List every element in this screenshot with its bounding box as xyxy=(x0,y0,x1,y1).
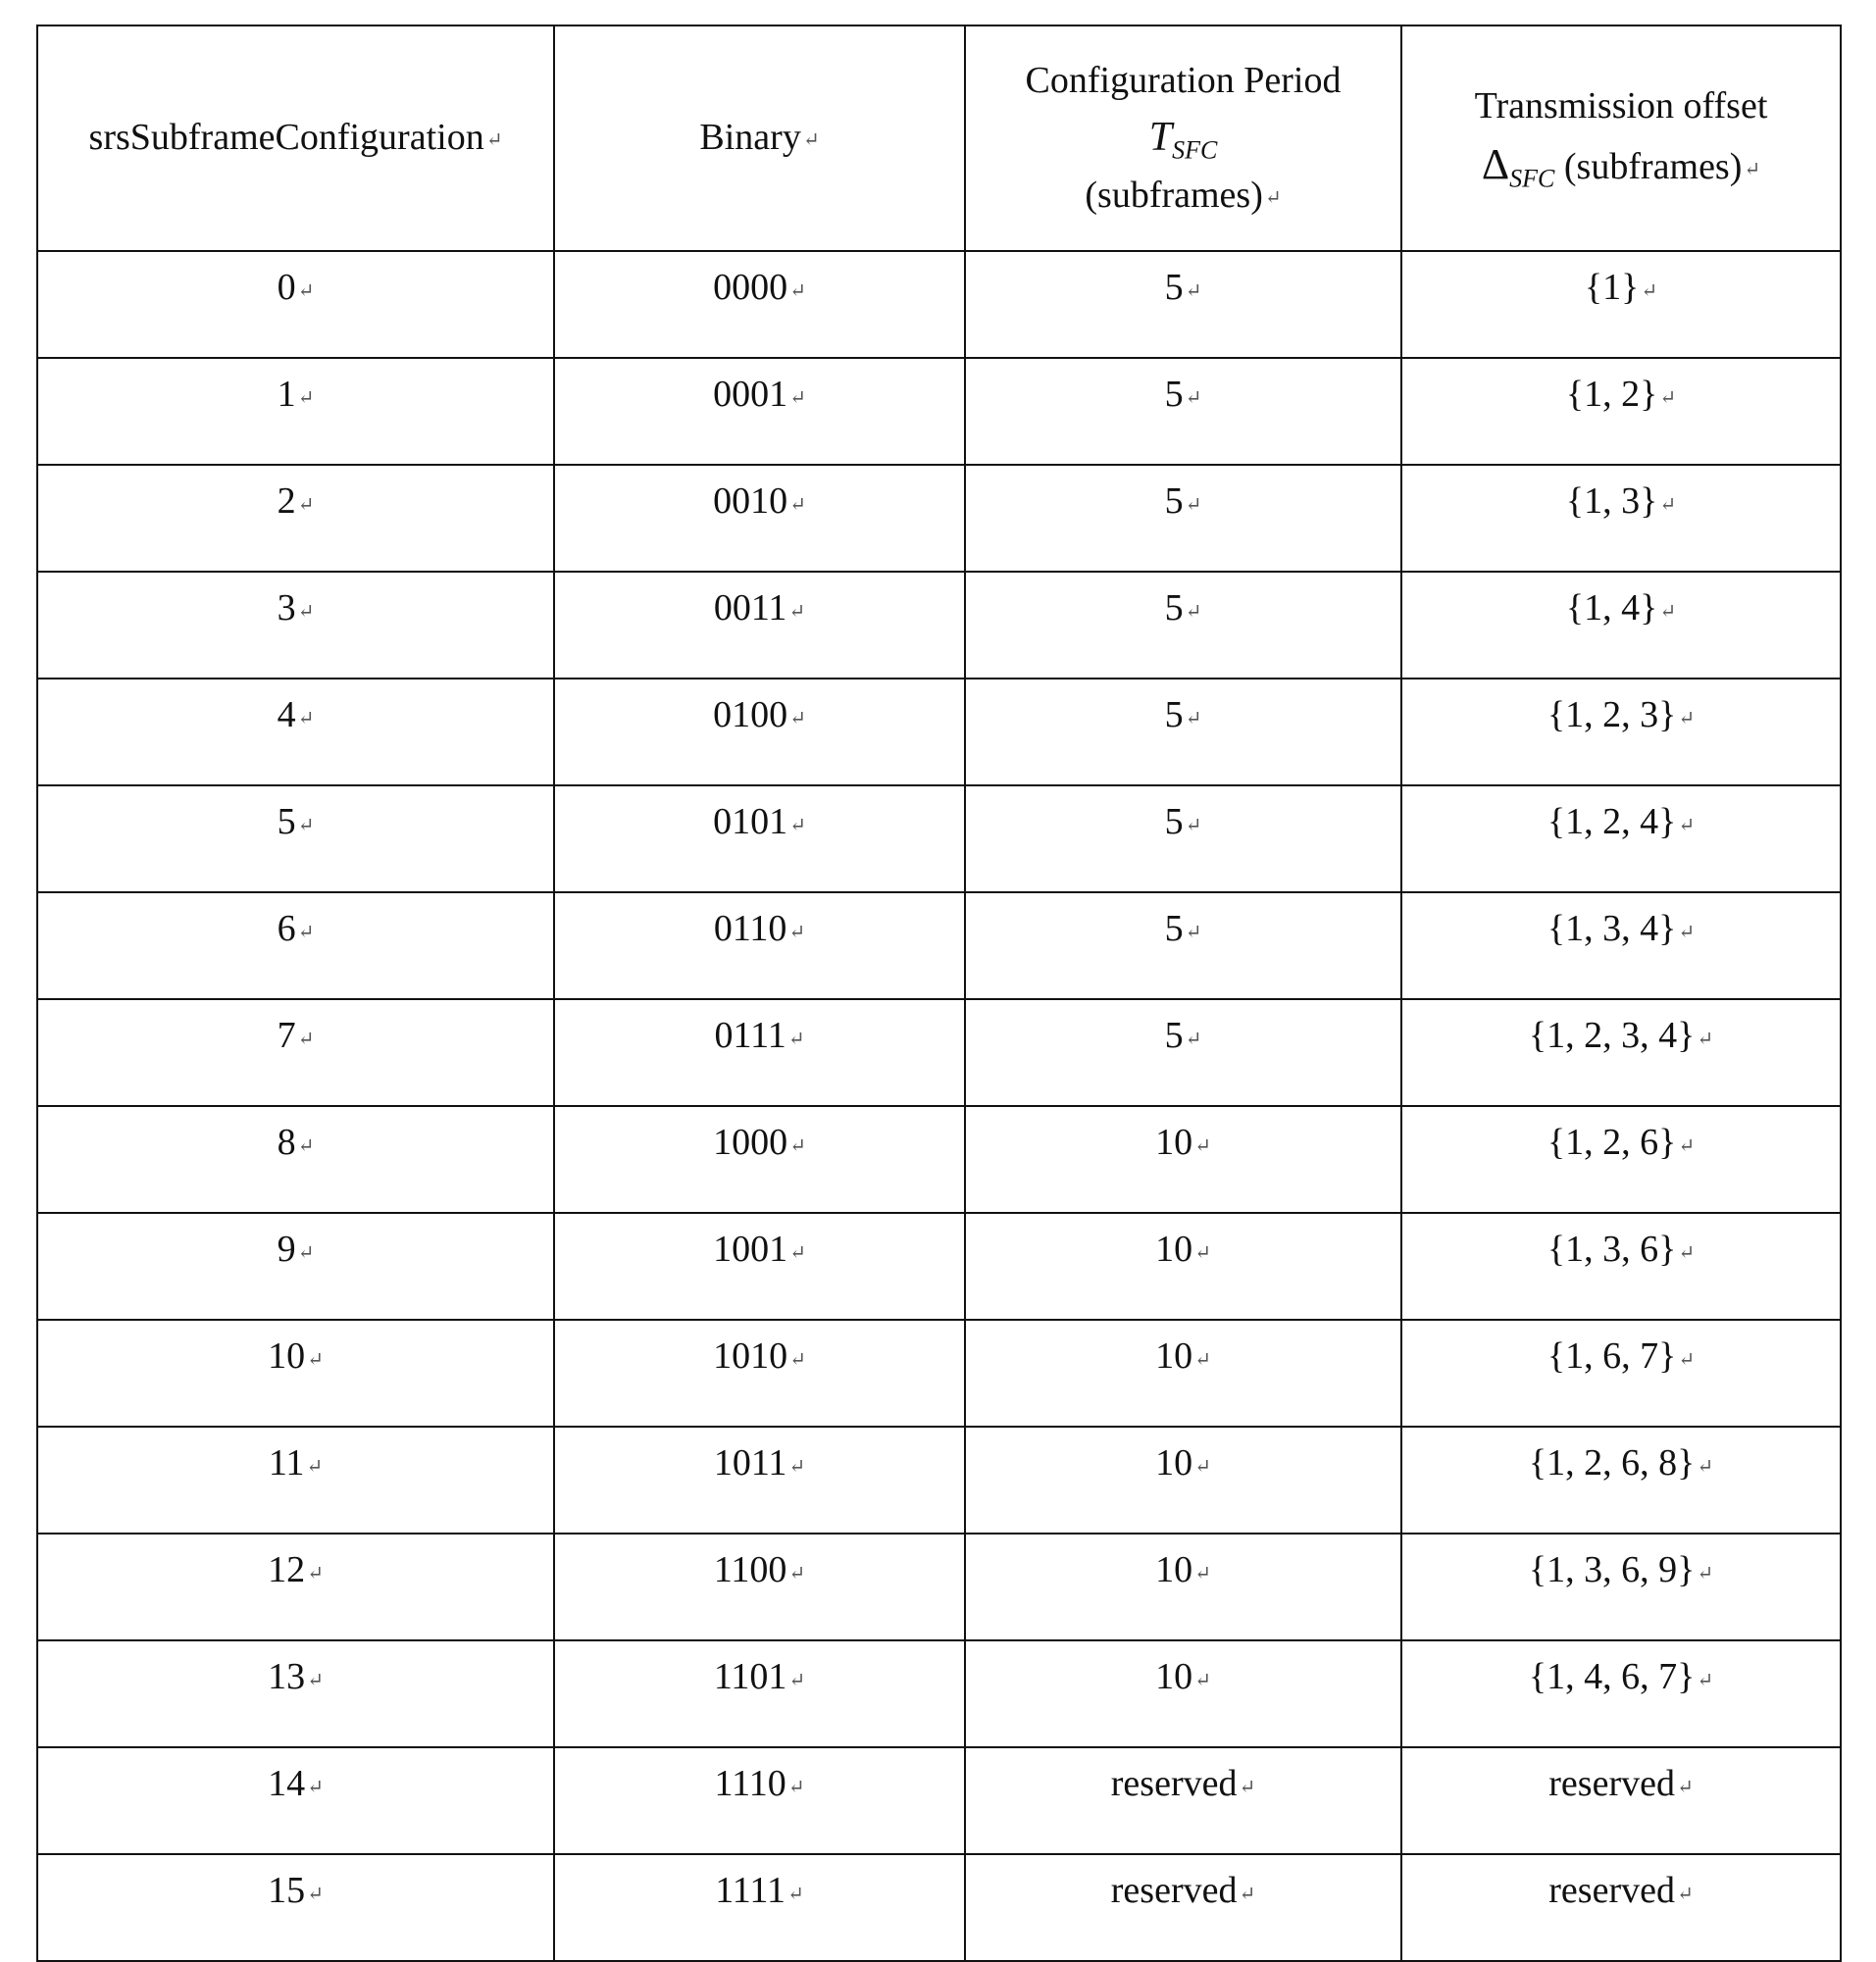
cell-binary xyxy=(554,1640,965,1747)
cell-period xyxy=(965,251,1401,358)
table-row xyxy=(37,1106,1841,1213)
period-value: 5 ↵ xyxy=(1165,374,1202,415)
binary-value: 0010 ↵ xyxy=(713,480,806,522)
cell-config xyxy=(37,679,554,785)
config-value: 0 ↵ xyxy=(278,267,315,308)
cell-config xyxy=(37,465,554,572)
table-row xyxy=(37,679,1841,785)
cell-binary xyxy=(554,1747,965,1854)
table-row xyxy=(37,572,1841,679)
binary-value: 1110 ↵ xyxy=(715,1763,805,1804)
cell-period xyxy=(965,1427,1401,1534)
offset-value: {1, 3, 6, 9} ↵ xyxy=(1529,1549,1713,1590)
offset-value: {1, 3, 4} ↵ xyxy=(1547,908,1695,949)
binary-value: 0110 ↵ xyxy=(714,908,805,949)
cell-offset xyxy=(1401,251,1841,358)
cell-period xyxy=(965,892,1401,999)
config-value: 12 ↵ xyxy=(268,1549,324,1590)
cell-binary xyxy=(554,1854,965,1961)
header-offset-line1: Transmission offset xyxy=(1402,79,1840,133)
cell-offset xyxy=(1401,1320,1841,1427)
binary-value: 1001 ↵ xyxy=(713,1229,806,1270)
cell-binary xyxy=(554,1427,965,1534)
offset-value: {1, 4} ↵ xyxy=(1566,587,1676,629)
cell-period xyxy=(965,1320,1401,1427)
cell-config xyxy=(37,1747,554,1854)
cell-config xyxy=(37,1427,554,1534)
table-row xyxy=(37,999,1841,1106)
period-value: 10 ↵ xyxy=(1155,1335,1211,1377)
binary-value: 1010 ↵ xyxy=(713,1335,806,1377)
cell-binary xyxy=(554,1534,965,1640)
table-row xyxy=(37,465,1841,572)
offset-value: {1, 3, 6} ↵ xyxy=(1547,1229,1695,1270)
cell-binary xyxy=(554,358,965,465)
config-value: 7 ↵ xyxy=(278,1015,315,1056)
cell-period xyxy=(965,1854,1401,1961)
binary-value: 0101 ↵ xyxy=(713,801,806,842)
table-row xyxy=(37,1854,1841,1961)
t-symbol: T xyxy=(1149,115,1172,160)
period-value: 5 ↵ xyxy=(1165,1015,1202,1056)
cell-config xyxy=(37,1106,554,1213)
offset-value: {1, 2, 6} ↵ xyxy=(1547,1122,1695,1163)
cell-config xyxy=(37,1320,554,1427)
header-offset xyxy=(1401,25,1841,251)
binary-value: 0001 ↵ xyxy=(713,374,806,415)
cell-binary xyxy=(554,1320,965,1427)
header-period-unit: (subframes) ↵ xyxy=(1085,175,1281,216)
binary-value: 0100 ↵ xyxy=(713,694,806,735)
offset-value: {1} ↵ xyxy=(1585,267,1657,308)
cell-config xyxy=(37,572,554,679)
header-period xyxy=(965,25,1401,251)
binary-value: 1111 ↵ xyxy=(715,1870,804,1911)
period-value: 10 ↵ xyxy=(1155,1229,1211,1270)
cell-offset xyxy=(1401,892,1841,999)
cell-binary xyxy=(554,465,965,572)
header-binary-label: Binary ↵ xyxy=(699,117,819,158)
period-value: 5 ↵ xyxy=(1165,694,1202,735)
period-value: reserved ↵ xyxy=(1111,1763,1255,1804)
period-value: 5 ↵ xyxy=(1165,587,1202,629)
offset-value: reserved ↵ xyxy=(1548,1763,1693,1804)
cell-config xyxy=(37,785,554,892)
header-row xyxy=(37,25,1841,251)
header-config xyxy=(37,25,554,251)
cell-config xyxy=(37,1534,554,1640)
period-value: 5 ↵ xyxy=(1165,267,1202,308)
config-value: 13 ↵ xyxy=(268,1656,324,1697)
cell-period xyxy=(965,679,1401,785)
period-value: 10 ↵ xyxy=(1155,1442,1211,1484)
cell-binary xyxy=(554,679,965,785)
offset-value: {1, 2} ↵ xyxy=(1566,374,1676,415)
binary-value: 1101 ↵ xyxy=(714,1656,805,1697)
config-value: 14 ↵ xyxy=(268,1763,324,1804)
offset-value: {1, 2, 3} ↵ xyxy=(1547,694,1695,735)
cell-binary xyxy=(554,999,965,1106)
cell-config xyxy=(37,1854,554,1961)
binary-value: 0000 ↵ xyxy=(713,267,806,308)
config-value: 8 ↵ xyxy=(278,1122,315,1163)
cell-offset xyxy=(1401,999,1841,1106)
cell-offset xyxy=(1401,465,1841,572)
header-config-label: srsSubframeConfiguration ↵ xyxy=(89,117,503,158)
config-value: 9 ↵ xyxy=(278,1229,315,1270)
t-subscript: SFC xyxy=(1172,135,1217,164)
table-row xyxy=(37,1213,1841,1320)
binary-value: 1000 ↵ xyxy=(713,1122,806,1163)
header-period-line3 xyxy=(966,169,1400,223)
period-value: 10 ↵ xyxy=(1155,1656,1211,1697)
header-period-symbol xyxy=(966,108,1400,169)
cell-period xyxy=(965,1747,1401,1854)
table-row xyxy=(37,785,1841,892)
cell-offset xyxy=(1401,785,1841,892)
cell-offset xyxy=(1401,1640,1841,1747)
offset-value: {1, 6, 7} ↵ xyxy=(1547,1335,1695,1377)
cell-period xyxy=(965,1106,1401,1213)
config-value: 5 ↵ xyxy=(278,801,315,842)
offset-value: reserved ↵ xyxy=(1548,1870,1693,1911)
cell-binary xyxy=(554,1213,965,1320)
cell-period xyxy=(965,1640,1401,1747)
cell-offset xyxy=(1401,1427,1841,1534)
delta-symbol: Δ xyxy=(1482,140,1509,188)
config-value: 3 ↵ xyxy=(278,587,315,629)
binary-value: 0011 ↵ xyxy=(714,587,805,629)
binary-value: 1100 ↵ xyxy=(714,1549,805,1590)
delta-subscript: SFC xyxy=(1509,165,1554,193)
cell-binary xyxy=(554,892,965,999)
offset-value: {1, 2, 3, 4} ↵ xyxy=(1529,1015,1713,1056)
cell-period xyxy=(965,358,1401,465)
srs-subframe-config-table xyxy=(36,25,1842,1962)
header-offset-unit: (subframes) ↵ xyxy=(1564,146,1760,187)
cell-binary xyxy=(554,785,965,892)
table-row xyxy=(37,1747,1841,1854)
config-value: 15 ↵ xyxy=(268,1870,324,1911)
cell-config xyxy=(37,892,554,999)
header-binary xyxy=(554,25,965,251)
period-value: 5 ↵ xyxy=(1165,908,1202,949)
cell-offset xyxy=(1401,358,1841,465)
offset-value: {1, 2, 6, 8} ↵ xyxy=(1529,1442,1713,1484)
cell-period xyxy=(965,572,1401,679)
binary-value: 0111 ↵ xyxy=(715,1015,805,1056)
config-value: 6 ↵ xyxy=(278,908,315,949)
cell-config xyxy=(37,999,554,1106)
period-value: 5 ↵ xyxy=(1165,480,1202,522)
cell-period xyxy=(965,1213,1401,1320)
cell-offset xyxy=(1401,1213,1841,1320)
cell-offset xyxy=(1401,1747,1841,1854)
config-value: 1 ↵ xyxy=(278,374,315,415)
period-value: reserved ↵ xyxy=(1111,1870,1255,1911)
cell-period xyxy=(965,999,1401,1106)
config-value: 4 ↵ xyxy=(278,694,315,735)
period-value: 5 ↵ xyxy=(1165,801,1202,842)
cell-binary xyxy=(554,1106,965,1213)
cell-period xyxy=(965,785,1401,892)
cell-offset xyxy=(1401,572,1841,679)
config-value: 11 ↵ xyxy=(269,1442,323,1484)
cell-config xyxy=(37,1213,554,1320)
table-row xyxy=(37,1320,1841,1427)
cell-binary xyxy=(554,251,965,358)
offset-value: {1, 3} ↵ xyxy=(1566,480,1676,522)
cell-binary xyxy=(554,572,965,679)
table-row xyxy=(37,892,1841,999)
cell-period xyxy=(965,1534,1401,1640)
table-row xyxy=(37,251,1841,358)
table-row xyxy=(37,1427,1841,1534)
offset-value: {1, 2, 4} ↵ xyxy=(1547,801,1695,842)
header-period-line1: Configuration Period xyxy=(966,54,1400,108)
table-row xyxy=(37,1640,1841,1747)
cell-offset xyxy=(1401,1106,1841,1213)
binary-value: 1011 ↵ xyxy=(714,1442,805,1484)
cell-config xyxy=(37,251,554,358)
period-value: 10 ↵ xyxy=(1155,1549,1211,1590)
config-value: 10 ↵ xyxy=(268,1335,324,1377)
table-row xyxy=(37,1534,1841,1640)
header-offset-line2 xyxy=(1402,133,1840,197)
cell-offset xyxy=(1401,1534,1841,1640)
cell-offset xyxy=(1401,679,1841,785)
table-row xyxy=(37,358,1841,465)
cell-offset xyxy=(1401,1854,1841,1961)
config-value: 2 ↵ xyxy=(278,480,315,522)
cell-config xyxy=(37,1640,554,1747)
cell-config xyxy=(37,358,554,465)
offset-value: {1, 4, 6, 7} ↵ xyxy=(1529,1656,1713,1697)
cell-period xyxy=(965,465,1401,572)
period-value: 10 ↵ xyxy=(1155,1122,1211,1163)
